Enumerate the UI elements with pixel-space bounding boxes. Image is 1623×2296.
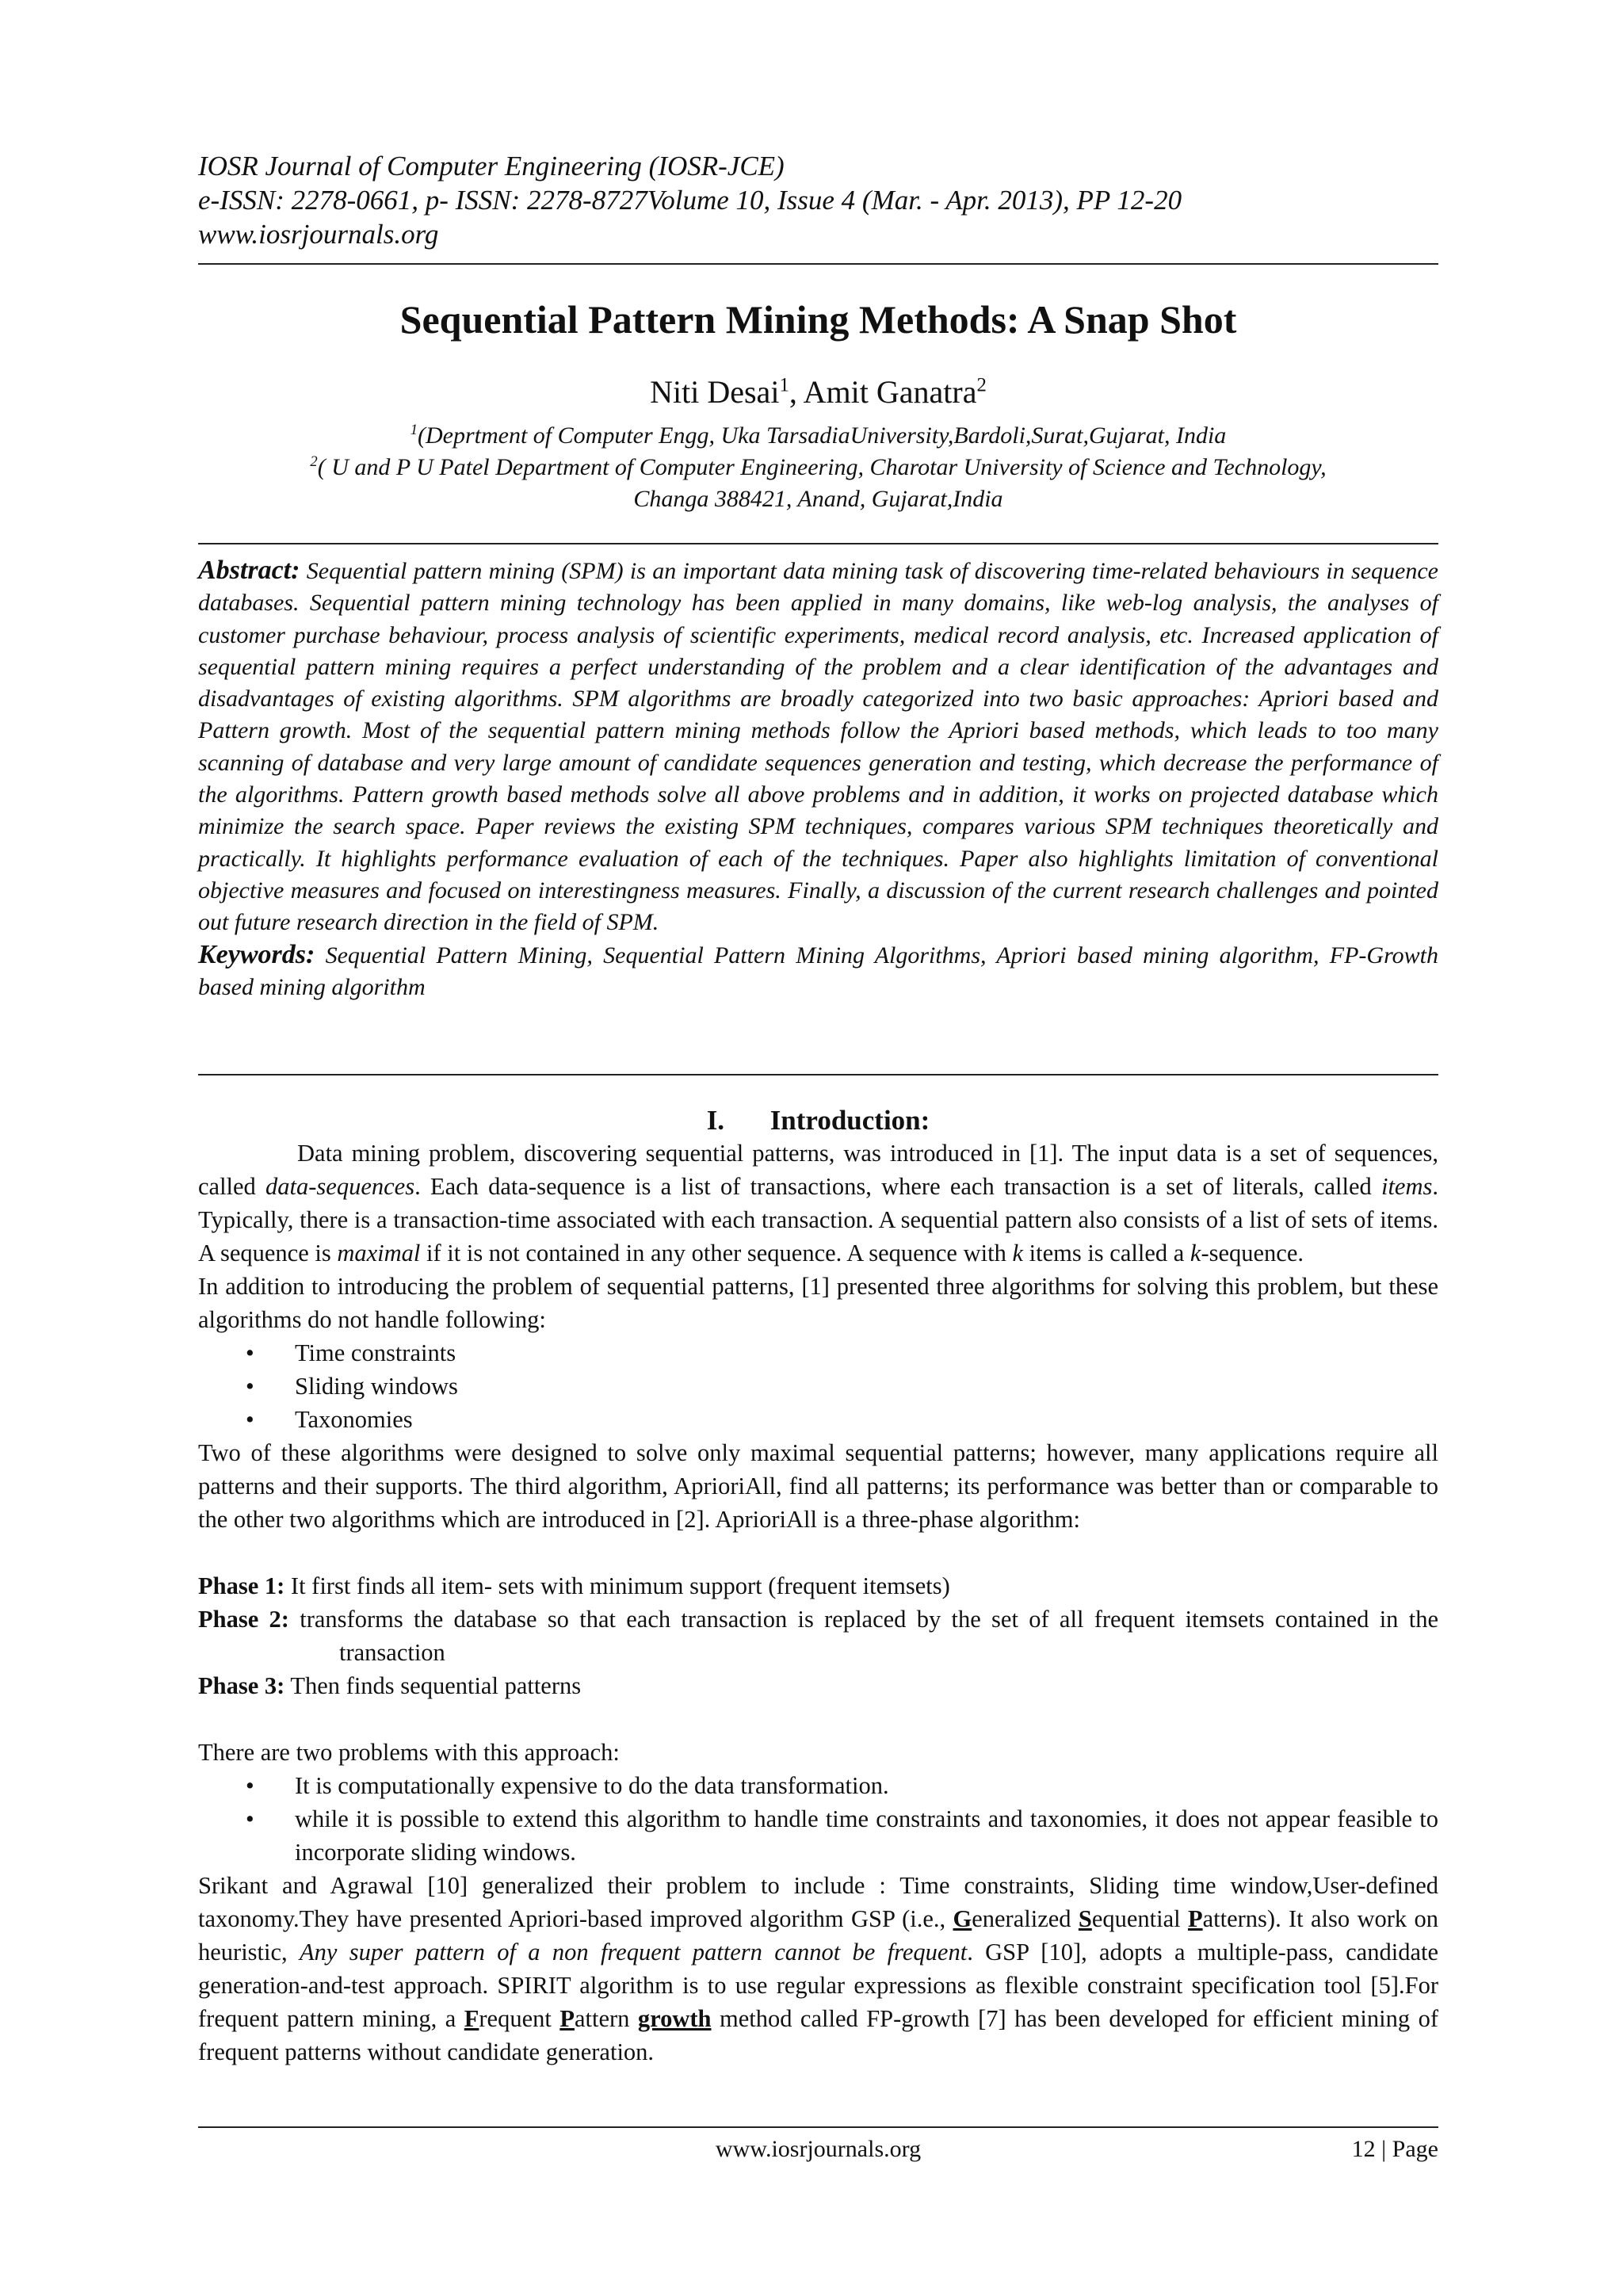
emphasis: maximal: [337, 1240, 421, 1266]
spacer: [198, 1536, 1438, 1569]
unhandled-features-list: [198, 1336, 1438, 1436]
affiliation-1-text: (Deprtment of Computer Engg, Uka TarsadiaUniversity,Bardoli,Surat,Gujarat, India: [418, 422, 1227, 449]
paper-title: Sequential Pattern Mining Methods: A Snap Shot: [399, 297, 1237, 342]
affiliation-2-mark: 2: [310, 453, 318, 470]
header-rule: [198, 263, 1438, 265]
intro-paragraph-4: There are two problems with this approach:: [198, 1739, 620, 1766]
emphasis: items: [1381, 1173, 1433, 1200]
list-item: [198, 1769, 1438, 1802]
text-run: atterns). It also work on heuristic,: [198, 1905, 1438, 1966]
phase-label: Phase 1:: [198, 1572, 285, 1599]
acronym-letter: F: [464, 2005, 479, 2032]
abstract-text: Sequential pattern mining (SPM) is an important data mining task of discovering time-related behaviours in sequence databases. Sequential pattern mining technology has been applied in many domains, like web-log analysis, the analyses of customer purchase behaviour, process analysis of scientific experiments, medical record analysis, etc. Increased application of sequential pattern mining requires a perfect understanding of the problem and a clear identification of the advantages and disadvantages of existing algorithms. SPM algorithms are broadly categorized into two basic approaches: Apriori based and Pattern growth. Most of the sequential pattern mining methods follow the Apriori based methods, which leads to too many scanning of database and very large amount of candidate sequences generation and testing, which decrease the performance of the algorithms. Pattern growth based methods solve all above problems and in addition, it works on projected database which minimize the search space. Paper reviews the existing SPM techniques, compares various SPM techniques theoretically and practically. It highlights performance evaluation of each of the techniques. Paper also highlights limitation of conventional objective measures and focused on interestingness measures. Finally, a discussion of the current research challenges and pointed out future research direction in the field of SPM.: [198, 558, 1438, 936]
text-run: if it is not contained in any other sequence. A sequence with: [420, 1240, 1013, 1266]
abstract-label: Abstract:: [198, 556, 300, 585]
phase-text: Then finds sequential patterns: [285, 1672, 582, 1699]
author-1-mark: 1: [779, 374, 789, 396]
abstract: [198, 555, 1438, 939]
emphasis: k: [1190, 1240, 1201, 1266]
text-run: . Typically, there is a transaction-time associated with each transaction. A sequential pattern also consists of a list of sets of items. A sequence is: [198, 1173, 1438, 1266]
text-run: . GSP [10], adopts a multiple-pass, candidate generation-and-test approach. SPIRIT algorithm is to use regular expressions as flexible constraint specification tool [5].For frequent pattern mining, a: [198, 1939, 1438, 2032]
acronym-letter: P: [559, 2005, 575, 2032]
list-item-text: Time constraints: [295, 1339, 456, 1366]
section-number: I.: [706, 1105, 725, 1136]
problems-list: [198, 1769, 1438, 1869]
affiliation-2-text: ( U and P U Patel Department of Computer Engineering, Charotar University of Science and Technology,: [317, 454, 1327, 480]
intro-paragraph-3: Two of these algorithms were designed to solve only maximal sequential patterns; however, many applications require all patterns and their supports. The third algorithm, AprioriAll, find all patterns; its performance was better than or comparable to the other two algorithms which are introduced in [2]. AprioriAll is a three-phase algorithm:: [198, 1439, 1438, 1533]
list-item: [198, 1370, 1438, 1403]
introduction-body: [198, 1137, 1438, 2069]
list-item-text: It is computationally expensive to do the data transformation.: [295, 1772, 889, 1799]
journal-header: [198, 149, 1438, 251]
bullet-icon: •: [246, 1406, 254, 1433]
keywords-text: Sequential Pattern Mining, Sequential Pattern Mining Algorithms, Apriori based mining algorithm, FP-Growth based mining algorithm: [198, 942, 1438, 1000]
phase-1: [198, 1569, 1438, 1603]
acronym-letter: S: [1078, 1905, 1092, 1932]
text-run: method called FP-growth [7] has been developed for efficient mining of frequent patterns without candidate generation.: [198, 2005, 1438, 2065]
abstract-top-rule: [198, 543, 1438, 544]
text-run: attern: [574, 2005, 638, 2032]
author-2: Amit Ganatra: [803, 374, 977, 410]
phase-3: [198, 1669, 1438, 1702]
affiliations: [198, 420, 1438, 515]
author-2-mark: 2: [976, 374, 987, 396]
footer-site[interactable]: www.iosrjournals.org: [715, 2136, 922, 2162]
bullet-icon: •: [246, 1772, 254, 1799]
list-item: [198, 1403, 1438, 1436]
bullet-icon: •: [246, 1339, 254, 1366]
phase-text: transforms the database so that each transaction is replaced by the set of all frequent itemsets contained in the transaction: [288, 1606, 1438, 1666]
author-1: Niti Desai: [650, 374, 780, 410]
affiliation-2-cont: Changa 388421, Anand, Gujarat,India: [633, 486, 1003, 512]
text-run: Srikant and Agrawal [10] generalized their problem to include : Time constraints, Sliding time window,User-defined taxonomy.They have presented Apriori-based improved algorithm GSP (i.e.,: [198, 1872, 1438, 1932]
text-run: Data mining problem, discovering sequential patterns, was introduced in [1]. The input data is a set of sequences, called: [198, 1140, 1438, 1200]
keywords: [198, 939, 1438, 1004]
phase-2: [198, 1603, 1438, 1669]
text-run: equential: [1091, 1905, 1188, 1932]
abstract-block: [198, 555, 1438, 1003]
acronym-letter: G: [953, 1905, 972, 1932]
bullet-icon: •: [246, 1805, 254, 1832]
text-run: eneralized: [972, 1905, 1079, 1932]
acronym-word: growth: [637, 2005, 712, 2032]
author-list: [198, 372, 1438, 412]
affiliation-1-mark: 1: [410, 422, 418, 438]
intro-paragraph-1: [198, 1137, 1438, 1270]
phase-text: It first finds all item- sets with minimum support (frequent itemsets): [285, 1572, 950, 1599]
footer-rule: [198, 2126, 1438, 2128]
list-item-text: Sliding windows: [295, 1373, 458, 1400]
journal-issn: e-ISSN: 2278-0661, p- ISSN: 2278-8727Volume 10, Issue 4 (Mar. - Apr. 2013), PP 12-20: [198, 185, 1182, 216]
journal-url[interactable]: www.iosrjournals.org: [198, 219, 439, 250]
emphasis: Any super pattern of a non frequent pattern cannot be frequent: [299, 1939, 968, 1966]
journal-name: IOSR Journal of Computer Engineering (IOSR-JCE): [198, 151, 785, 181]
acronym-letter: P: [1187, 1905, 1203, 1932]
list-item-text: while it is possible to extend this algorithm to handle time constraints and taxonomies, it does not appear feasible to incorporate sliding windows.: [295, 1805, 1438, 1866]
list-item-text: Taxonomies: [295, 1406, 413, 1433]
bullet-icon: •: [246, 1373, 254, 1400]
page-number: 12 | Page: [1351, 2136, 1438, 2162]
phase-label: Phase 2:: [198, 1606, 289, 1633]
emphasis: k: [1012, 1240, 1023, 1266]
list-item: [198, 1336, 1438, 1370]
list-item: [198, 1802, 1438, 1869]
emphasis: data-sequences: [265, 1173, 415, 1200]
text-run: -sequence.: [1201, 1240, 1304, 1266]
section-title: Introduction:: [769, 1105, 930, 1136]
abstract-bottom-rule: [198, 1074, 1438, 1075]
phase-label: Phase 3:: [198, 1672, 285, 1699]
spacer: [198, 1702, 1438, 1736]
keywords-label: Keywords:: [198, 939, 315, 969]
author-separator: ,: [789, 374, 804, 410]
section-heading-introduction: [198, 1103, 1438, 1138]
intro-paragraph-2: In addition to introducing the problem of sequential patterns, [1] presented three algorithms for solving this problem, but these algorithms do not handle following:: [198, 1273, 1438, 1333]
affiliation-2: [198, 452, 1438, 483]
text-run: items is called a: [1023, 1240, 1190, 1266]
affiliation-1: [198, 420, 1438, 452]
intro-paragraph-5: [198, 1869, 1438, 2069]
text-run: requent: [479, 2005, 560, 2032]
text-run: . Each data-sequence is a list of transactions, where each transaction is a set of literals, called: [414, 1173, 1381, 1200]
